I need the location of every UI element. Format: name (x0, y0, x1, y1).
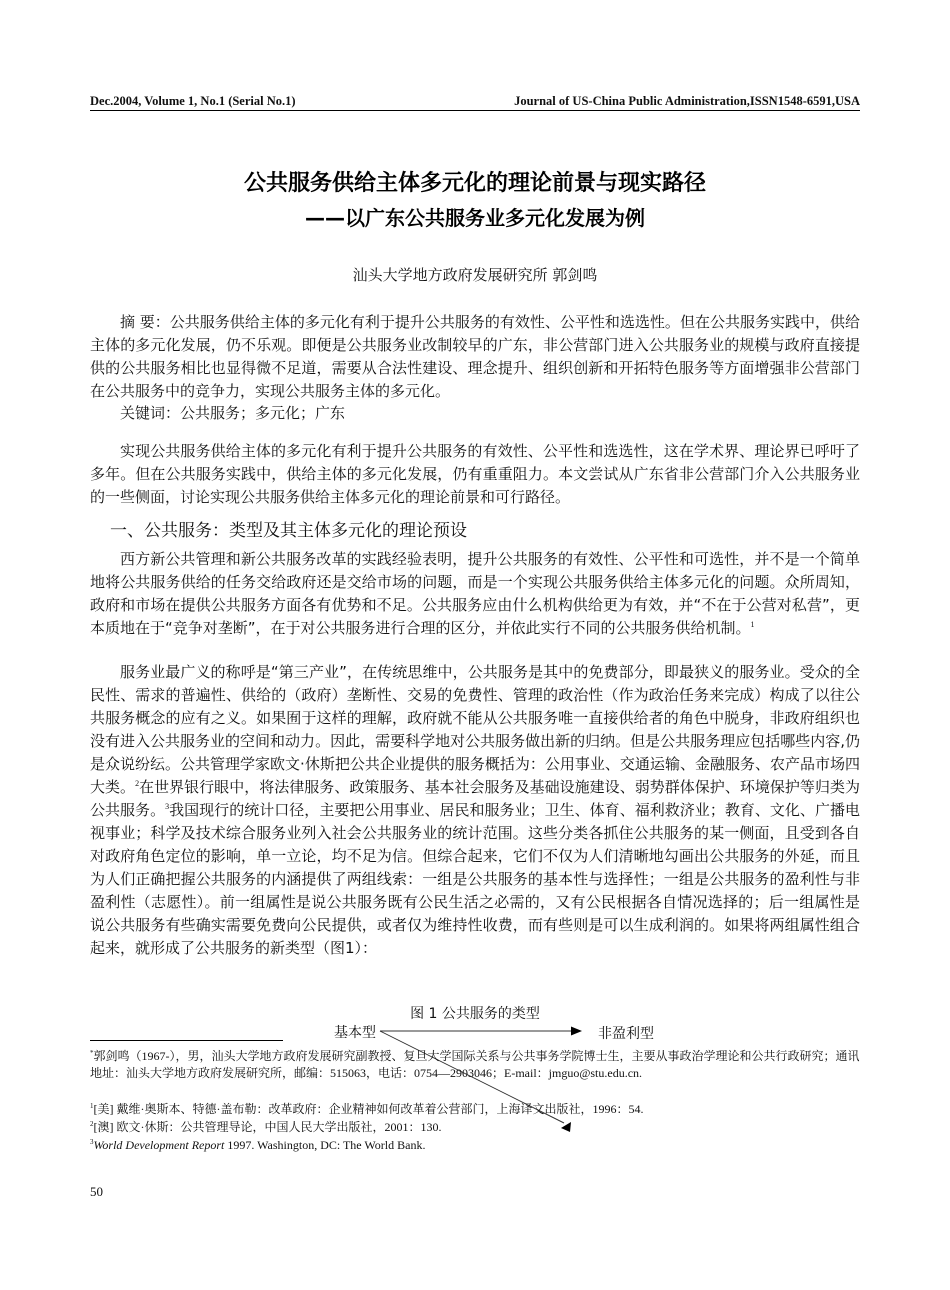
header-right: Journal of US-China Public Administration,ISSN1548-6591,USA (514, 94, 860, 108)
figure-caption: 图 1 公共服务的类型 (410, 1006, 540, 1022)
footnote-author (90, 1048, 860, 1082)
footnote-mark-author: * (90, 1049, 94, 1057)
footnote-2-text: [澳] 欧文·休斯：公共管理导论，中国人民大学出版社，2001：130. (93, 1120, 442, 1134)
header-rule (90, 110, 860, 111)
footnote-3-title: World Development Report (93, 1138, 225, 1152)
right-arrowhead-icon (571, 1027, 582, 1036)
abstract (90, 311, 860, 403)
paper-subtitle: ——以广东公共服务业多元化发展为例 (305, 206, 645, 230)
keywords (90, 402, 860, 425)
section1-p2a: 服务业最广义的称呼是“第三产业”，在传统思维中，公共服务是其中的免费部分，即最狭义的服务业。受众的全民性、需求的普遍性、供给的（政府）垄断性、交易的免费性、管理的政治性（作为政治任务来完成）构成了以往公共服务概念的应有之义。如果囿于这样的理解，政府就不能从公共服务唯一直接供给者的角色中脱身，非政府组织也没有进入公共服务业的空间和动力。因此，需要科学地对公共服务做出新的归纳。但是公共服务理应包括哪些内容,仍是众说纷纭。公共管理学家欧文·休斯把公共企业提供的服务概括为：公用事业、交通运输、金融服务、农产品市场四大类。 (90, 663, 860, 796)
section1-p2b: 在世界银行眼中，将法律服务、政策服务、基本社会服务及基础设施建设、弱势群体保护、环境保护等归类为公共服务。 (90, 778, 860, 819)
section1-paragraph-1 (90, 548, 860, 640)
footnote-separator (90, 1040, 283, 1041)
footnote-3 (90, 1137, 860, 1154)
figure-label-basic: 基本型 (334, 1025, 376, 1041)
footnote-ref-3: 3 (165, 802, 170, 811)
footnote-1-text: [美] 戴维·奥斯本、特德·盖布勒：改革政府：企业精神如何改革着公营部门，上海译文出版社，1996：54. (93, 1102, 644, 1116)
footnote-3-text: 1997. Washington, DC: The World Bank. (224, 1138, 426, 1152)
footnote-1 (90, 1101, 860, 1118)
footnote-2 (90, 1119, 860, 1136)
footnote-ref-1: 1 (750, 620, 755, 629)
footnote-mark-2: 2 (90, 1120, 94, 1128)
footnote-author-text: 郭剑鸣（1967-），男，汕头大学地方政府发展研究副教授、复旦大学国际关系与公共事务学院博士生，主要从事政治学理论和公共行政研究；通讯地址：汕头大学地方政府发展研究所，邮编：515063，电话：0754—2903046；E-mail：jmguo@stu.edu.cn. (90, 1049, 860, 1080)
header-left: Dec.2004, Volume 1, No.1 (Serial No.1) (90, 94, 296, 108)
paper-title: 公共服务供给主体多元化的理论前景与现实路径 (243, 171, 706, 196)
section1-paragraph-2 (90, 661, 860, 960)
footnote-mark-1: 1 (90, 1102, 94, 1110)
keywords-text: 公共服务；多元化；广东 (180, 404, 346, 422)
author-affiliation: 汕头大学地方政府发展研究所 郭剑鸣 (352, 266, 598, 284)
section1-p2c: 我国现行的统计口径，主要把公用事业、居民和服务业；卫生、体育、福利救济业；教育、文化、广播电视事业；科学及技术综合服务业列入社会公共服务业的统计范围。这些分类各抓住公共服务的某一侧面，且受到各自对政府角色定位的影响，单一立论，均不足为信。但综合起来，它们不仅为人们清晰地勾画出公共服务的外延，而且为人们正确把握公共服务的内涵提供了两组线索：一组是公共服务的基本性与选择性；一组是公共服务的盈利性与非盈利性（志愿性）。前一组属性是说公共服务既有公民生活之必需的，又有公民根据各自情况选择的；后一组属性是说公共服务有些确实需要免费向公民提供，或者仅为维持性收费，而有些则是可以生成利润的。如果将两组属性组合起来，就形成了公共服务的新类型（图1）： (90, 801, 860, 957)
abstract-text: 公共服务供给主体的多元化有利于提升公共服务的有效性、公平性和选选性。但在公共服务实践中，供给主体的多元化发展，仍不乐观。即便是公共服务业改制较早的广东，非公营部门进入公共服务业的规模与政府直接提供的公共服务相比也显得微不足道，需要从合法性建设、理念提升、组织创新和开拓特色服务等方面增强非公营部门在公共服务中的竞争力，实现公共服务主体的多元化。 (90, 313, 860, 400)
page-number: 50 (90, 1184, 103, 1199)
section-heading: 一、公共服务：类型及其主体多元化的理论预设 (110, 521, 467, 541)
intro-paragraph: 实现公共服务供给主体的多元化有利于提升公共服务的有效性、公平性和选选性，这在学术界、理论界已呼吁了多年。但在公共服务实践中，供给主体的多元化发展，仍有重重阻力。本文尝试从广东省非公营部门介入公共服务业的一些侧面，讨论实现公共服务供给主体多元化的理论前景和可行路径。 (90, 442, 860, 506)
abstract-label: 摘 要： (120, 313, 170, 331)
keywords-label: 关键词： (120, 404, 181, 422)
footnote-ref-2: 2 (135, 779, 140, 788)
figure-label-nonprofit: 非盈利型 (598, 1026, 654, 1042)
section1-p1-text: 西方新公共管理和新公共服务改革的实践经验表明，提升公共服务的有效性、公平性和可选性，并不是一个简单地将公共服务供给的任务交给政府还是交给市场的问题，而是一个实现公共服务供给主体多元化的问题。众所周知，政府和市场在提供公共服务方面各有优势和不足。公共服务应由什么机构供给更为有效，并“不在于公营对私营”，更本质地在于“竞争对垄断”，在于对公共服务进行合理的区分，并依此实行不同的公共服务供给机制。 (90, 550, 860, 637)
footnote-mark-3: 3 (90, 1138, 94, 1146)
